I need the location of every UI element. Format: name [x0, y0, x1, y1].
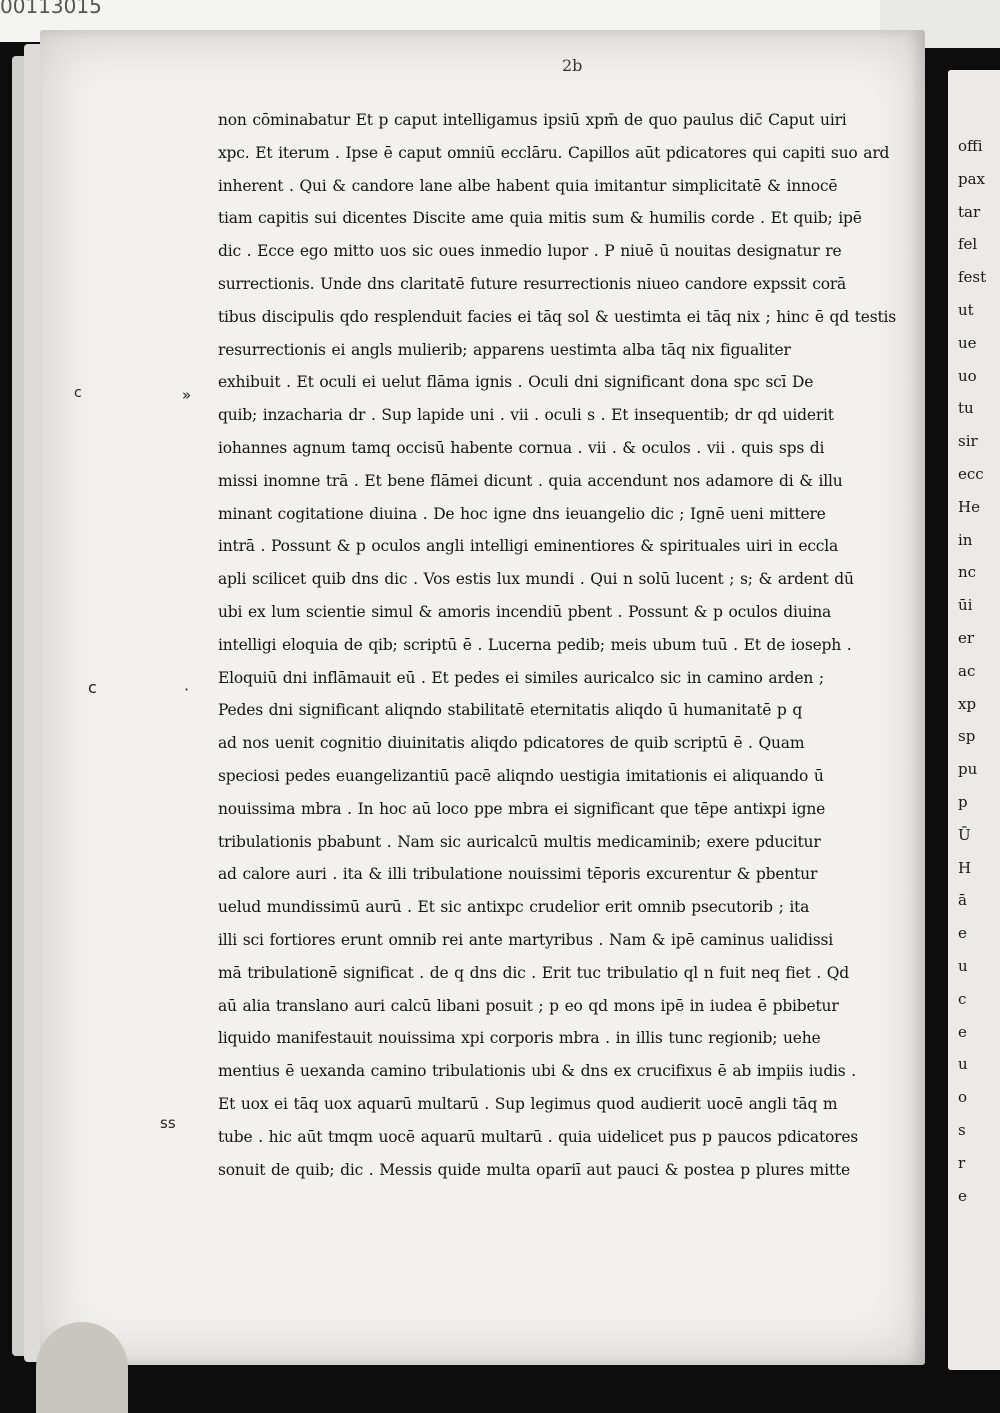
text-line: intrā . Possunt & p oculos angli intelligi eminentiores & spirituales uiri in eccla — [218, 537, 839, 556]
text-line: speciosi pedes euangelizantiū pacē aliqndo uestigia imitationis ei aliquando ū — [218, 766, 824, 785]
text-line: ad calore auri . ita & illi tribulatione nouissimi tēporis excurentur & pbentur — [218, 865, 818, 884]
text-line: dic . Ecce ego mitto uos sic oues inmedio lupor . P niuē ū nouitas designatur re — [218, 242, 842, 261]
next-page-line-fragment: e — [958, 1186, 967, 1205]
next-page-line-fragment: ut — [958, 300, 974, 319]
text-line: tiam capitis sui dicentes Discite ame quia mitis sum & humilis corde . Et quib; ipē — [218, 209, 862, 228]
text-line: iohannes agnum tamq occisū habente cornua . vii . & oculos . vii . quis sps di — [218, 438, 825, 457]
text-line: inherent . Qui & candore lane albe habent quia imitantur simplicitatē & innocē — [218, 176, 838, 195]
next-page-line-fragment: ūi — [958, 596, 973, 615]
text-line: quib; inzacharia dr . Sup lapide uni . vii . oculi s . Et insequentib; dr qd uiderit — [218, 406, 834, 425]
next-page-line-fragment: nc — [958, 563, 977, 582]
text-line: non cōminabatur Et p caput intelligamus ipsiū xpm̄ de quo paulus dic̄ Caput uiri — [218, 111, 847, 129]
next-page-line-fragment: Ū — [958, 825, 971, 844]
next-page-line-fragment: He — [958, 497, 980, 516]
text-line: exhibuit . Et oculi ei uelut flāma ignis . Oculi dni significant dona spc scī De — [218, 373, 814, 392]
text-line: illi sci fortiores erunt omnib rei ante martyribus . Nam & ipē caminus ualidissi — [218, 930, 834, 949]
thumb — [36, 1322, 128, 1413]
text-line: uelud mundissimū aurū . Et sic antixpc crudelior erit omnib psecutorib ; ita — [218, 898, 810, 917]
next-page-line-fragment: fest — [958, 268, 987, 287]
text-line: missi inomne trā . Et bene flāmei dicunt . quia accendunt nos adamore di & illu — [218, 471, 843, 490]
manuscript-text-block — [218, 104, 920, 1186]
next-page-line-fragment: u — [958, 1055, 968, 1074]
next-page-line-fragment: tu — [958, 399, 974, 418]
next-page-line-fragment: o — [958, 1088, 968, 1107]
next-page-line-fragment: u — [958, 956, 968, 975]
next-page-line-fragment: sp — [958, 727, 976, 746]
text-line: ubi ex lum scientie simul & amoris incendiū pbent . Possunt & p oculos diuina — [218, 602, 832, 621]
next-page-line-fragment: ecc — [958, 464, 984, 483]
folio-number: 2b — [562, 56, 583, 75]
text-line: aū alia translano auri calcū libani posuit ; p eo qd mons ipē in iudea ē pbibetur — [218, 996, 839, 1015]
next-page-line-fragment: e — [958, 1022, 967, 1041]
next-page-line-fragment: offi — [958, 137, 983, 155]
text-line: mā tribulationē significat . de q dns dic . Erit tuc tribulatio ql n fuit neq fiet . Qd — [218, 963, 850, 982]
next-page-line-fragment: fel — [958, 235, 978, 254]
next-page-line-fragment: xp — [958, 694, 977, 713]
next-page-line-fragment: e — [958, 924, 967, 943]
text-line: resurrectionis ei angls mulierib; apparens uestimta alba tāq nix figualiter — [218, 340, 791, 359]
next-page-line-fragment: ac — [958, 661, 976, 680]
next-page-line-fragment: p — [958, 792, 968, 811]
text-line: tibus discipulis qdo resplenduit facies ei tāq sol & uestimta ei tāq nix ; hinc ē qd testis — [218, 307, 896, 326]
margin-mark: · — [184, 680, 190, 699]
next-page-line-fragment: ue — [958, 333, 977, 352]
margin-mark: c — [74, 385, 82, 401]
next-page-line-fragment: in — [958, 530, 973, 549]
text-line: xpc. Et iterum . Ipse ē caput omniū ecclāru. Capillos aūt pdicatores qui capiti suo ard — [218, 143, 890, 162]
next-page-line-fragment: s — [958, 1120, 966, 1139]
text-line: Et uox ei tāq uox aquarū multarū . Sup legimus quod audierit uocē angli tāq m — [218, 1094, 838, 1113]
text-line: surrectionis. Unde dns claritatē future resurrectionis niueo candore expssit corā — [218, 274, 847, 293]
text-line: liquido manifestauit nouissima xpi corporis mbra . in illis tunc regionib; uehe — [218, 1029, 821, 1048]
text-line: minant cogitatione diuina . De hoc igne dns ieuangelio dic ; Ignē ueni mittere — [218, 504, 826, 523]
next-page-line-fragment: pax — [958, 169, 986, 188]
frame-id-label: 00113015 — [0, 0, 102, 18]
margin-mark: c — [88, 678, 97, 697]
next-page-line-fragment: ā — [958, 891, 967, 910]
text-line: tube . hic aūt tmqm uocē aquarū multarū . quia uidelicet pus p paucos pdicatores — [218, 1127, 859, 1146]
text-line: apli scilicet quib dns dic . Vos estis lux mundi . Qui n solū lucent ; s; & ardent dū — [218, 570, 854, 589]
next-page-line-fragment: c — [958, 989, 967, 1008]
text-line: sonuit de quib; dic . Messis quide multa opariī aut pauci & postea p plures mitte — [218, 1160, 850, 1179]
next-page-line-fragment: H — [958, 858, 972, 877]
next-page-line-fragment: sir — [958, 432, 978, 451]
text-line: intelligi eloquia de qib; scriptū ē . Lucerna pedib; meis ubum tuū . Et de ioseph . — [218, 635, 852, 654]
margin-mark: ss — [160, 1114, 176, 1132]
next-page-line-fragment: pu — [958, 760, 978, 779]
text-line: tribulationis pbabunt . Nam sic auricalcū multis medicaminib; exere pducitur — [218, 832, 821, 851]
text-line: Pedes dni significant aliqndo stabilitatē eternitatis aliqdo ū humanitatē p q — [218, 701, 803, 720]
next-page-line-fragment: er — [958, 628, 975, 647]
text-line: nouissima mbra . In hoc aū loco ppe mbra ei significant que tēpe antixpi igne — [218, 799, 826, 818]
next-page-line-fragment: tar — [958, 202, 981, 221]
margin-mark: » — [182, 386, 192, 404]
next-page-line-fragment: r — [958, 1153, 966, 1172]
text-line: mentius ē uexanda camino tribulationis ubi & dns ex crucifixus ē ab impiis iudis . — [218, 1062, 857, 1081]
next-page-line-fragment: uo — [958, 366, 977, 385]
text-line: Eloquiū dni inflāmauit eū . Et pedes ei similes auricalco sic in camino arden ; — [218, 668, 824, 687]
next-page-text-fragments — [958, 130, 1000, 1212]
text-line: ad nos uenit cognitio diuinitatis aliqdo pdicatores de quib scriptū ē . Quam — [218, 734, 805, 753]
